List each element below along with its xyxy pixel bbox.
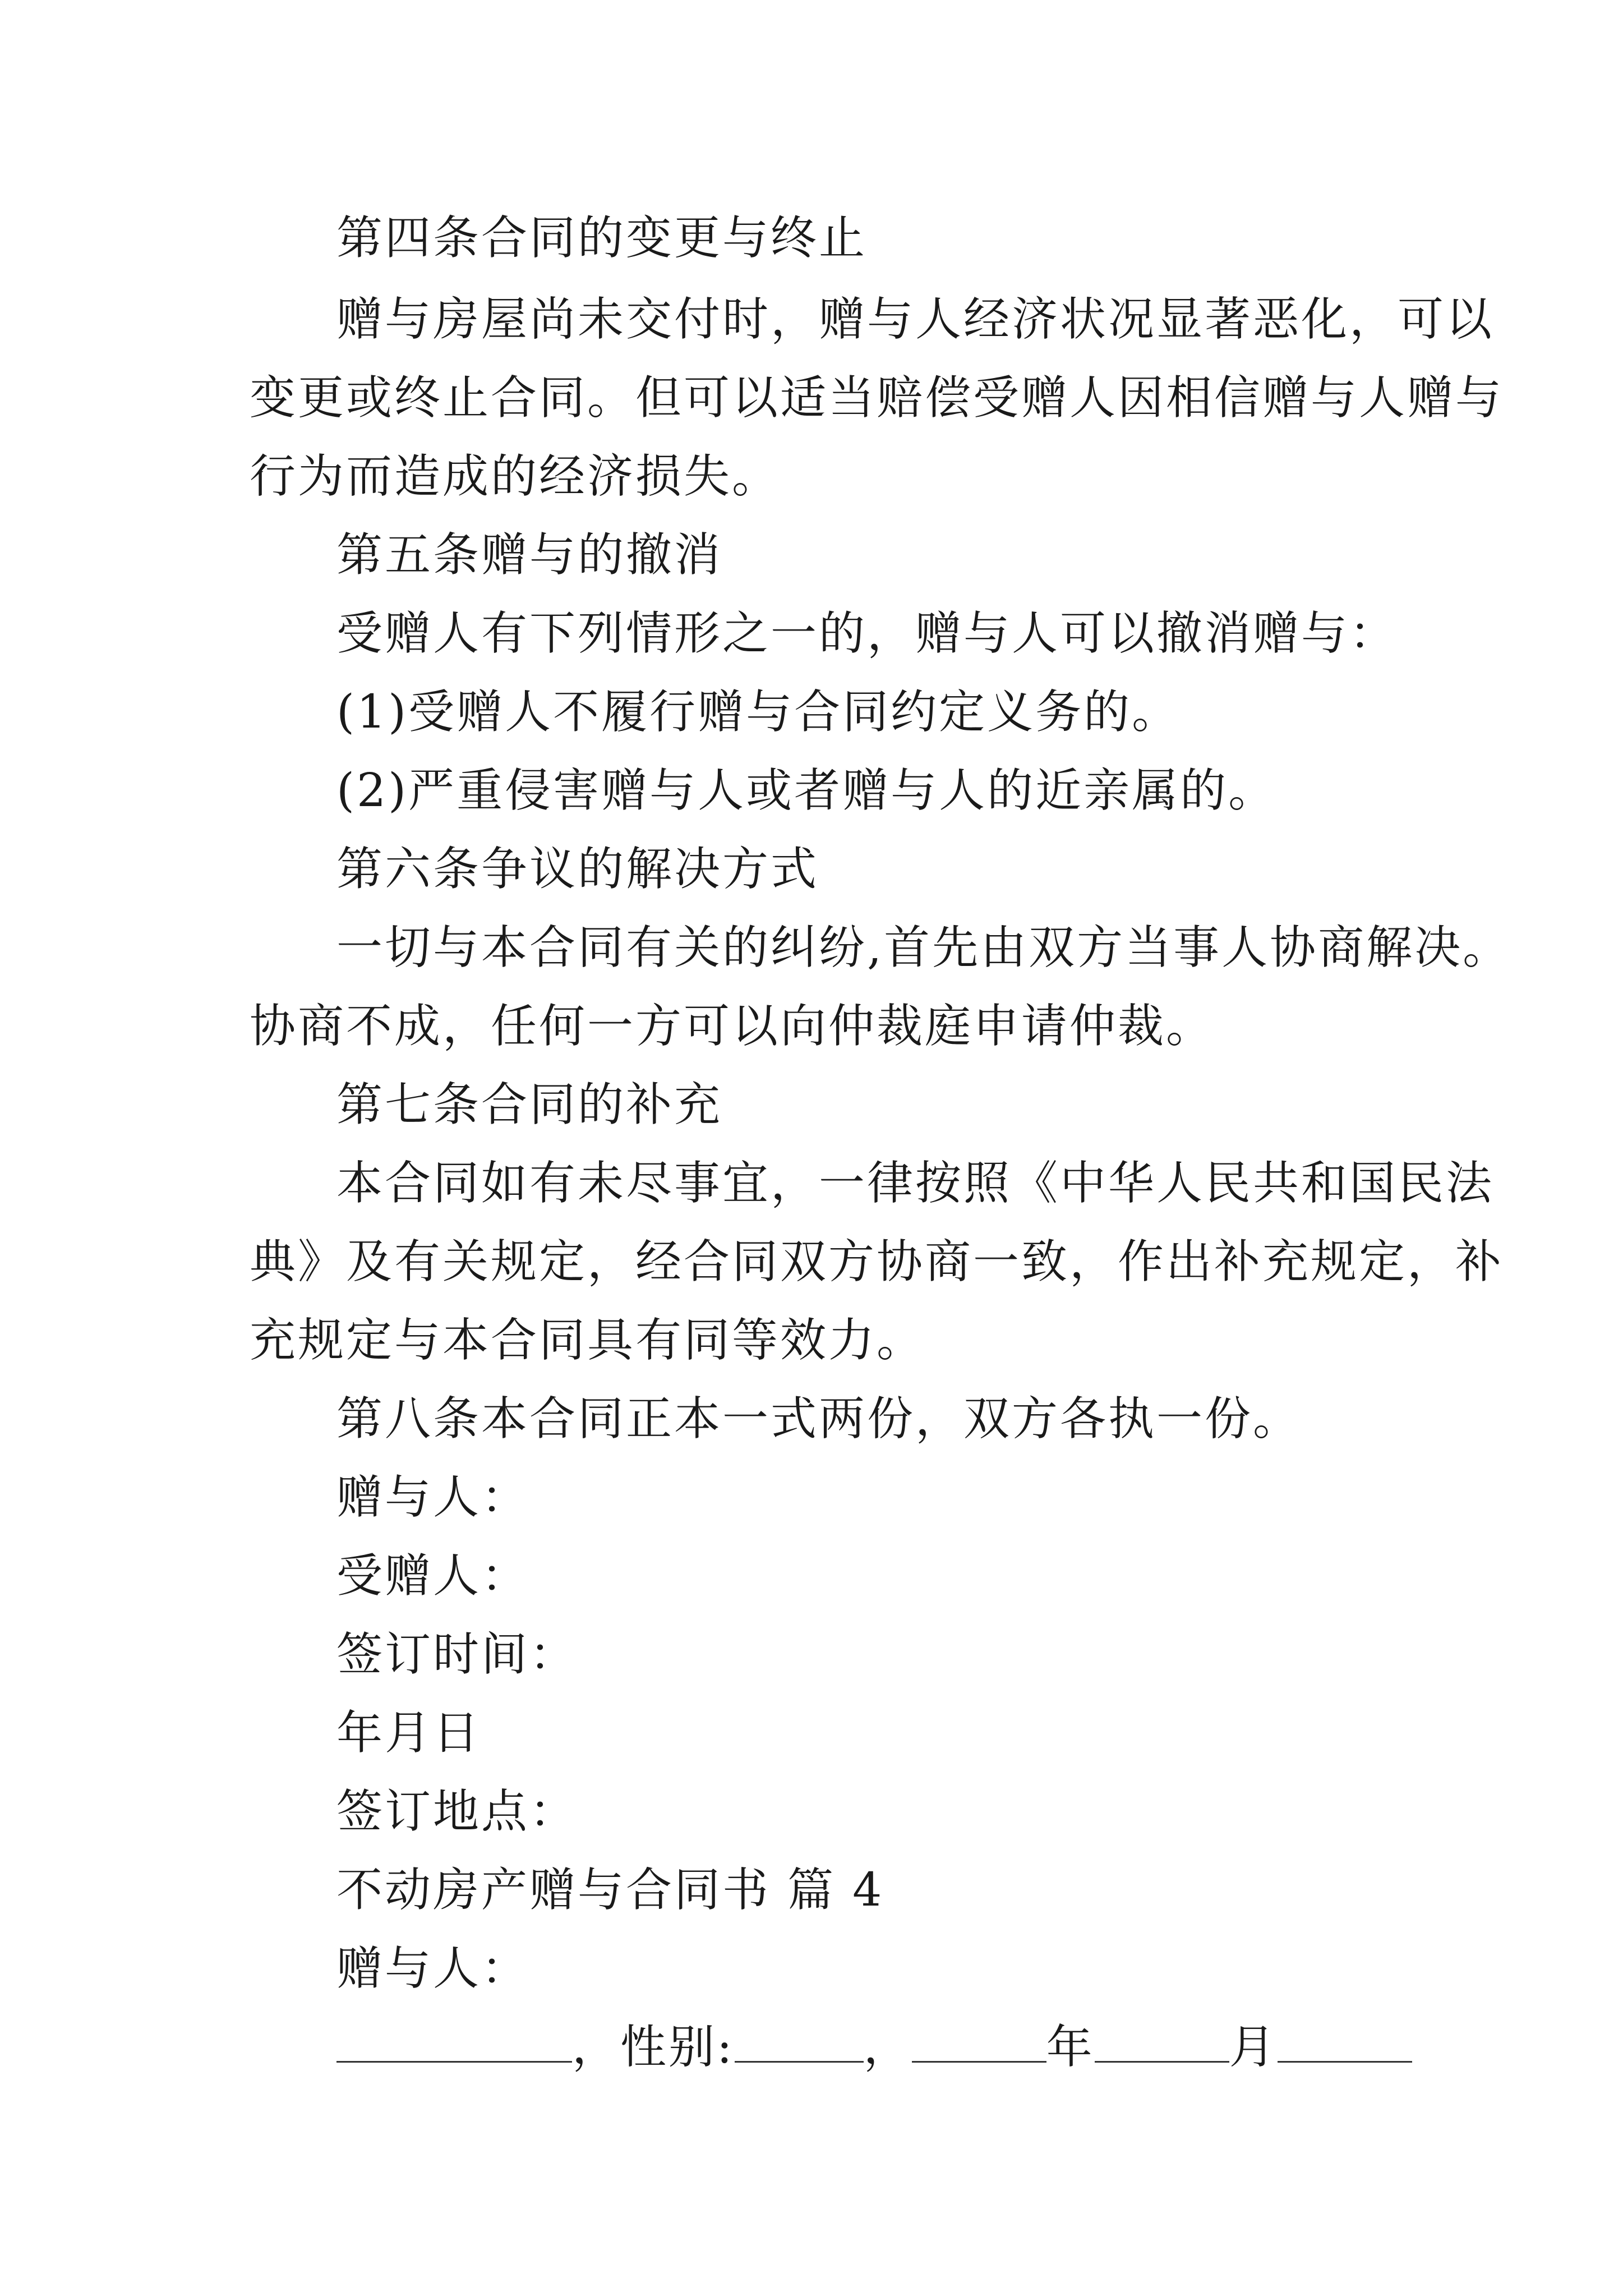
donor-label: 赠与人： <box>336 1942 530 1995</box>
separator-comma: ， <box>863 2021 912 2074</box>
gender-blank[interactable] <box>735 2022 864 2063</box>
article-4-heading: 第四条合同的变更与终止 <box>336 211 868 265</box>
name-blank[interactable] <box>336 2022 572 2063</box>
day-blank[interactable] <box>1278 2022 1412 2063</box>
paragraph-line: 典》及有关规定，经合同双方协商一致，作出补充规定，补 <box>250 1235 1504 1289</box>
paragraph-line: 本合同如有未尽事宜，一律按照《中华人民共和国民法 <box>336 1157 1495 1210</box>
signing-place-label: 签订地点： <box>336 1785 578 1838</box>
paragraph-line: 一切与本合同有关的纠纷,首先由双方当事人协商解决。 <box>336 921 1511 974</box>
year-blank[interactable] <box>912 2022 1046 2063</box>
donor-label: 赠与人： <box>336 1471 530 1524</box>
month-blank[interactable] <box>1095 2022 1229 2063</box>
article-7-heading: 第七条合同的补充 <box>336 1078 723 1131</box>
signing-time-label: 签订时间： <box>336 1628 578 1681</box>
paragraph-line: 行为而造成的经济损失。 <box>250 450 781 503</box>
donor-info-form-line <box>336 2019 1412 2076</box>
paragraph-line: 受赠人有下列情形之一的，赠与人可以撤消赠与： <box>336 607 1398 660</box>
paragraph-line: 变更或终止合同。但可以适当赔偿受赠人因相信赠与人赠与 <box>250 371 1504 425</box>
article-8-text: 第八条本合同正本一式两份，双方各执一份。 <box>336 1392 1302 1446</box>
donee-label: 受赠人： <box>336 1549 530 1603</box>
date-label: 年月日 <box>336 1706 482 1760</box>
gender-label: ，性别: <box>572 2021 735 2074</box>
article-6-heading: 第六条争议的解决方式 <box>336 843 819 896</box>
year-label: 年 <box>1046 2021 1095 2074</box>
list-item: (1)受赠人不履行赠与合同约定义务的。 <box>336 685 1181 739</box>
paragraph-line: 赠与房屋尚未交付时，赠与人经济状况显著恶化，可以 <box>336 293 1495 346</box>
article-5-heading: 第五条赠与的撤消 <box>336 528 723 582</box>
paragraph-line: 充规定与本合同具有同等效力。 <box>250 1314 925 1367</box>
month-label: 月 <box>1229 2021 1278 2074</box>
paragraph-line: 协商不成，任何一方可以向仲裁庭申请仲裁。 <box>250 1000 1215 1053</box>
section-title: 不动房产赠与合同书 篇 4 <box>336 1864 884 1917</box>
list-item: (2)严重侵害赠与人或者赠与人的近亲属的。 <box>336 764 1277 817</box>
